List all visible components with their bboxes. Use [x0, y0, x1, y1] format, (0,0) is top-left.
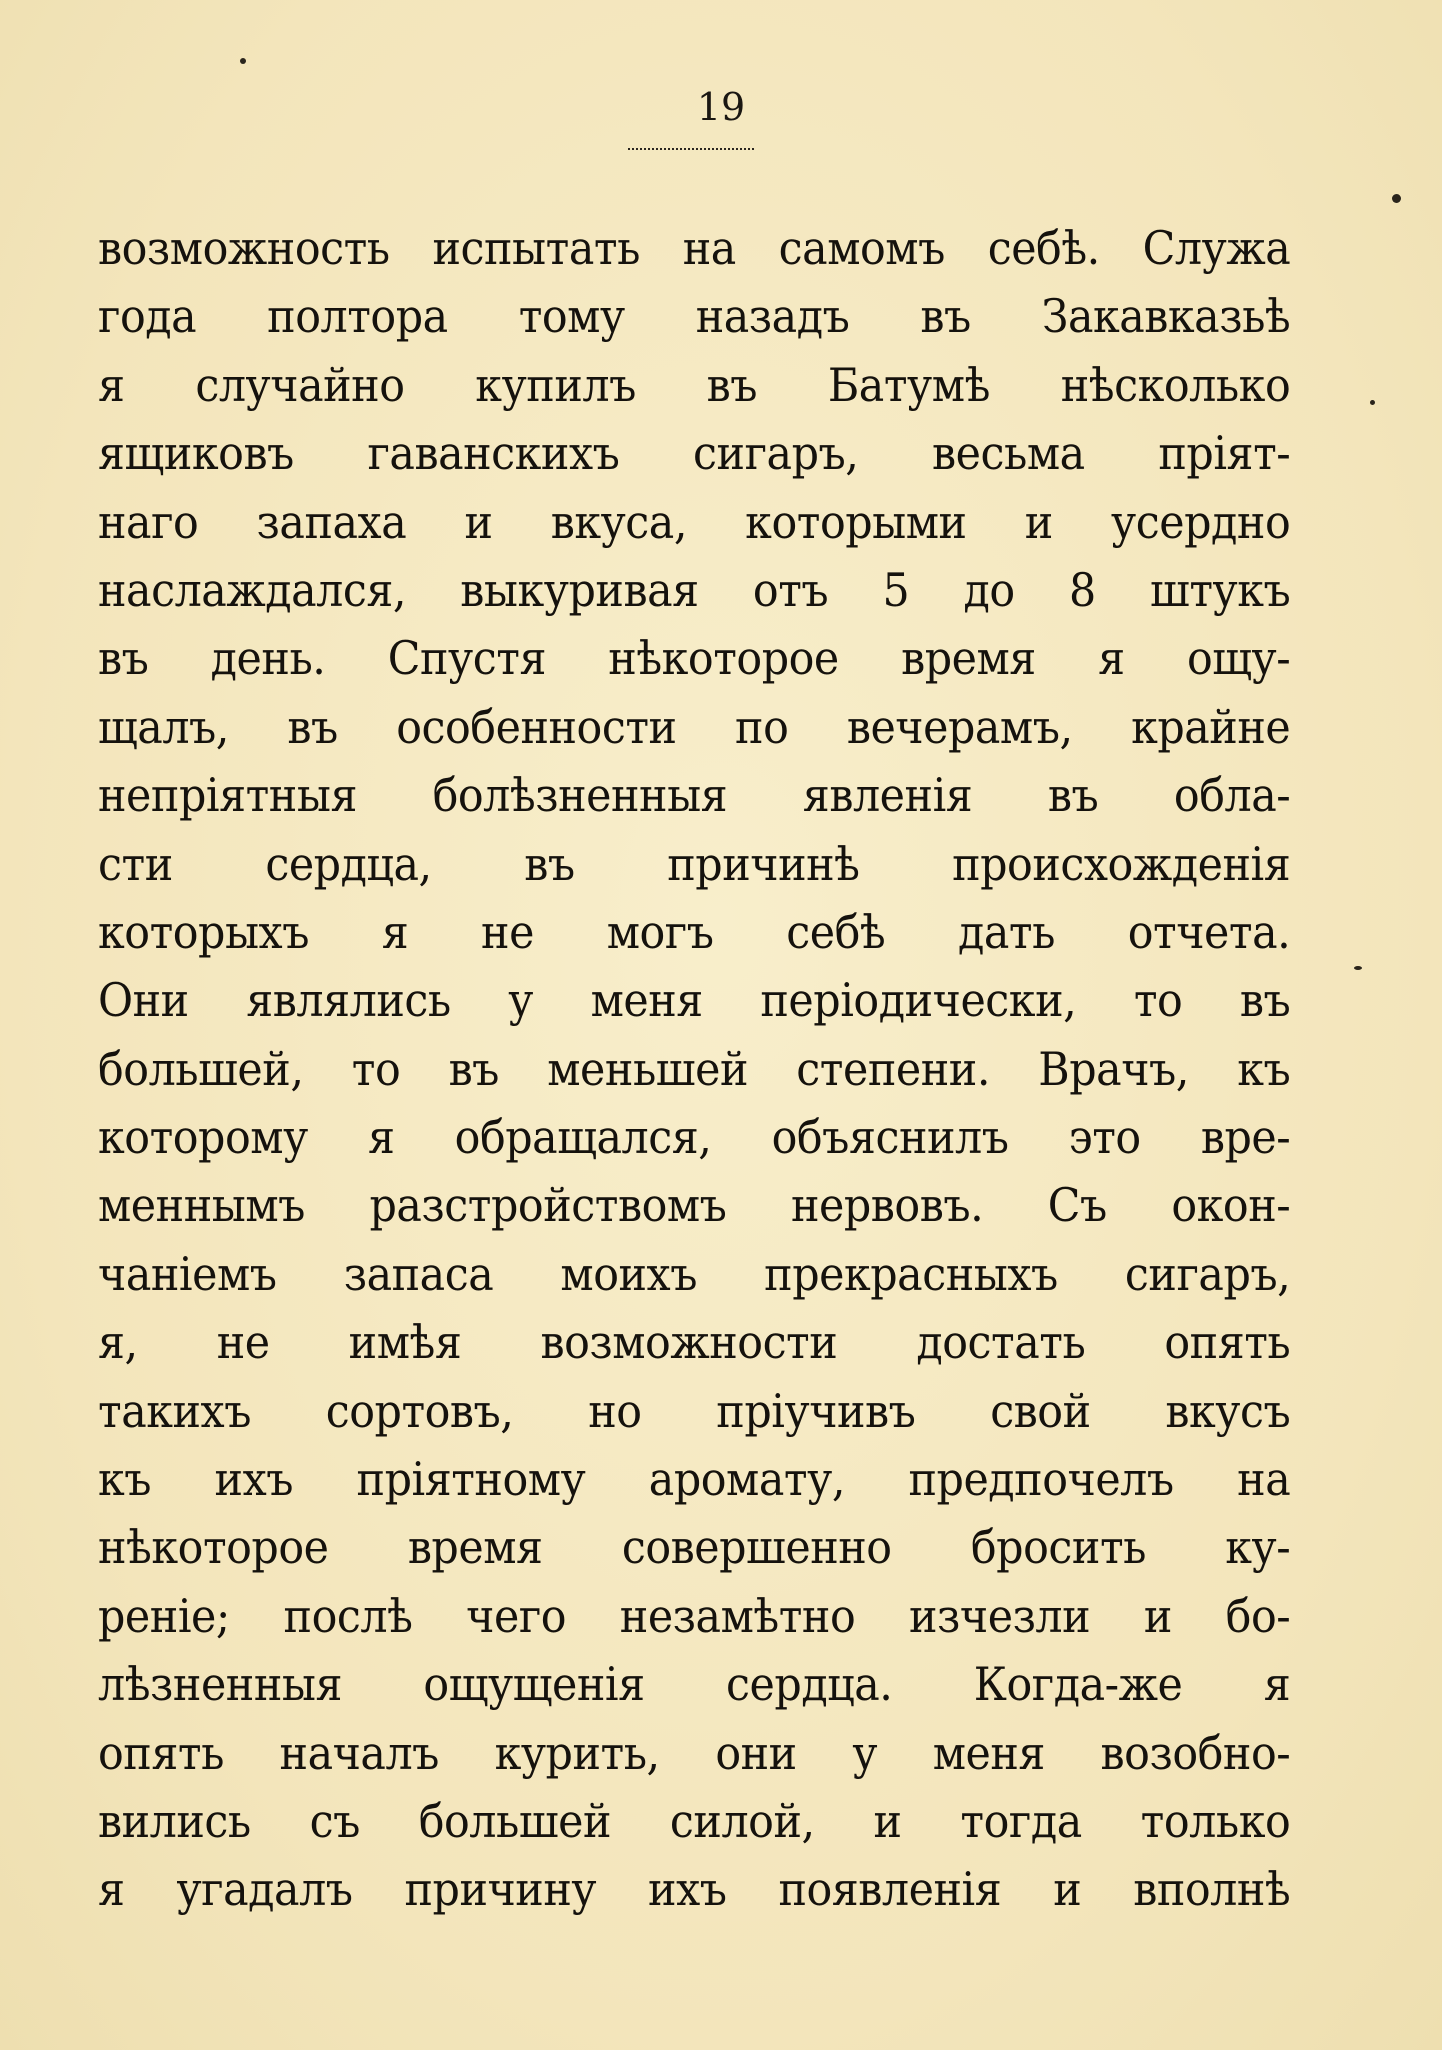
text-line: которому я обращался, объяснилъ это вре-	[98, 1110, 1291, 1165]
text-line: большей, то въ меньшей степени. Врачъ, къ	[98, 1041, 1291, 1096]
body-text	[98, 214, 1290, 1924]
ink-speck	[1370, 400, 1375, 405]
text-line: въ день. Спустя нѣкоторое время я ощу-	[98, 631, 1291, 686]
text-line: опять началъ курить, они у меня возобно-	[98, 1725, 1291, 1780]
text-line: чаніемъ запаса моихъ прекрасныхъ сигаръ,	[98, 1246, 1291, 1301]
text-line: къ ихъ пріятному аромату, предпочелъ на	[98, 1452, 1291, 1507]
text-line: Они являлись у меня періодически, то въ	[98, 973, 1291, 1028]
text-line: нѣкоторое время совершенно бросить ку-	[98, 1520, 1291, 1575]
ink-speck	[1392, 194, 1401, 203]
text-line: я, не имѣя возможности достать опять	[98, 1315, 1291, 1370]
text-line: возможность испытать на самомъ себѣ. Служа	[98, 221, 1291, 275]
text-line: года полтора тому назадъ въ Закавказьѣ	[98, 289, 1291, 344]
text-line: вились съ большей силой, и тогда только	[98, 1793, 1291, 1848]
text-line: реніе; послѣ чего незамѣтно изчезли и бо-	[98, 1588, 1291, 1643]
text-line: я угадалъ причину ихъ появленія и вполнѣ	[98, 1862, 1291, 1917]
text-line: лѣзненныя ощущенія сердца. Когда-же я	[98, 1657, 1291, 1712]
text-line: сти сердца, въ причинѣ происхожденія	[98, 836, 1291, 891]
text-line: ящиковъ гаванскихъ сигаръ, весьма пріят-	[98, 426, 1291, 481]
text-line: непріятныя болѣзненныя явленія въ обла-	[98, 768, 1291, 823]
page-number-rule	[628, 148, 754, 150]
ink-speck	[240, 58, 246, 64]
text-line: щалъ, въ особенности по вечерамъ, крайне	[98, 699, 1291, 754]
text-line: такихъ сортовъ, но пріучивъ свой вкусъ	[98, 1383, 1291, 1438]
text-line: наслаждался, выкуривая отъ 5 до 8 штукъ	[98, 562, 1291, 617]
page-number: 19	[696, 85, 746, 129]
text-line: меннымъ разстройствомъ нервовъ. Съ окон-	[98, 1178, 1291, 1233]
text-line: наго запаха и вкуса, которыми и усердно	[98, 494, 1291, 549]
ink-speck	[1354, 966, 1362, 970]
text-line: я случайно купилъ въ Батумѣ нѣсколько	[98, 357, 1291, 412]
text-line: которыхъ я не могъ себѣ дать отчета.	[98, 904, 1291, 959]
